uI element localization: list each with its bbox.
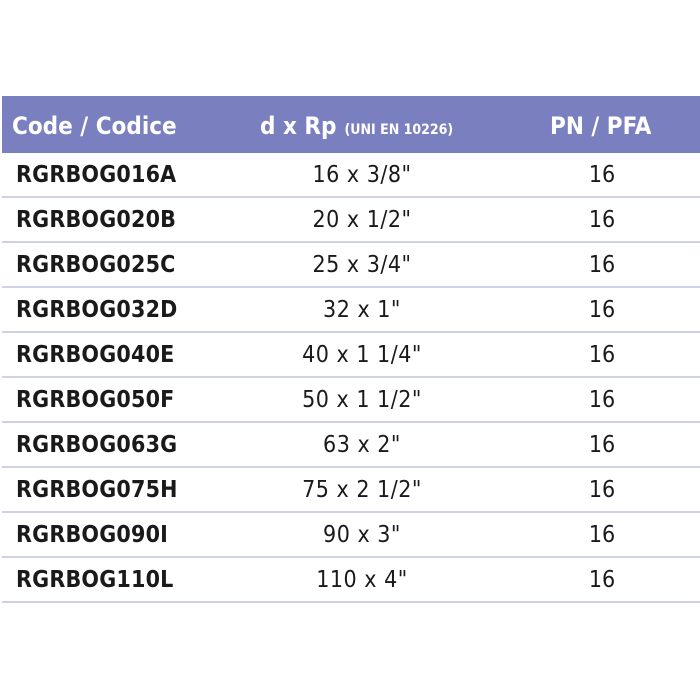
row-dimension: 40 x 1 1/4"	[302, 342, 422, 368]
row-code: RGRBOG016A	[16, 162, 177, 188]
product-table	[2, 96, 700, 603]
row-dimension: 20 x 1/2"	[312, 207, 412, 233]
row-pressure: 16	[588, 387, 616, 413]
row-dimension: 25 x 3/4"	[312, 252, 412, 278]
table-row	[2, 513, 700, 558]
row-pressure: 16	[588, 162, 616, 188]
header-pressure: PN / PFA	[550, 112, 652, 140]
table-row	[2, 423, 700, 468]
row-code: RGRBOG075H	[16, 477, 178, 503]
header-code: Code / Codice	[12, 112, 177, 140]
row-code: RGRBOG020B	[16, 207, 177, 233]
row-pressure: 16	[588, 207, 616, 233]
row-code: RGRBOG040E	[16, 342, 175, 368]
row-code: RGRBOG032D	[16, 297, 178, 323]
row-code: RGRBOG090I	[16, 522, 169, 548]
table-row	[2, 378, 700, 423]
table-row	[2, 558, 700, 603]
row-pressure: 16	[588, 477, 616, 503]
row-dimension: 90 x 3"	[323, 522, 401, 548]
row-pressure: 16	[588, 252, 616, 278]
table-row	[2, 153, 700, 198]
table-row	[2, 333, 700, 378]
table-row	[2, 198, 700, 243]
row-dimension: 16 x 3/8"	[312, 162, 412, 188]
row-code: RGRBOG050F	[16, 387, 175, 413]
table-row	[2, 468, 700, 513]
table-header	[2, 96, 700, 153]
row-dimension: 32 x 1"	[323, 297, 401, 323]
header-dimension-label: d x Rp	[260, 112, 337, 140]
row-dimension: 75 x 2 1/2"	[302, 477, 422, 503]
row-dimension: 50 x 1 1/2"	[302, 387, 422, 413]
header-dimension-note: (UNI EN 10226)	[344, 122, 454, 138]
row-code: RGRBOG063G	[16, 432, 178, 458]
header-dimension	[260, 96, 453, 153]
row-pressure: 16	[588, 432, 616, 458]
row-pressure: 16	[588, 342, 616, 368]
row-code: RGRBOG110L	[16, 567, 174, 593]
table-row	[2, 243, 700, 288]
row-pressure: 16	[588, 567, 616, 593]
row-pressure: 16	[588, 297, 616, 323]
row-pressure: 16	[588, 522, 616, 548]
row-dimension: 110 x 4"	[316, 567, 408, 593]
row-dimension: 63 x 2"	[323, 432, 401, 458]
table-row	[2, 288, 700, 333]
row-code: RGRBOG025C	[16, 252, 176, 278]
